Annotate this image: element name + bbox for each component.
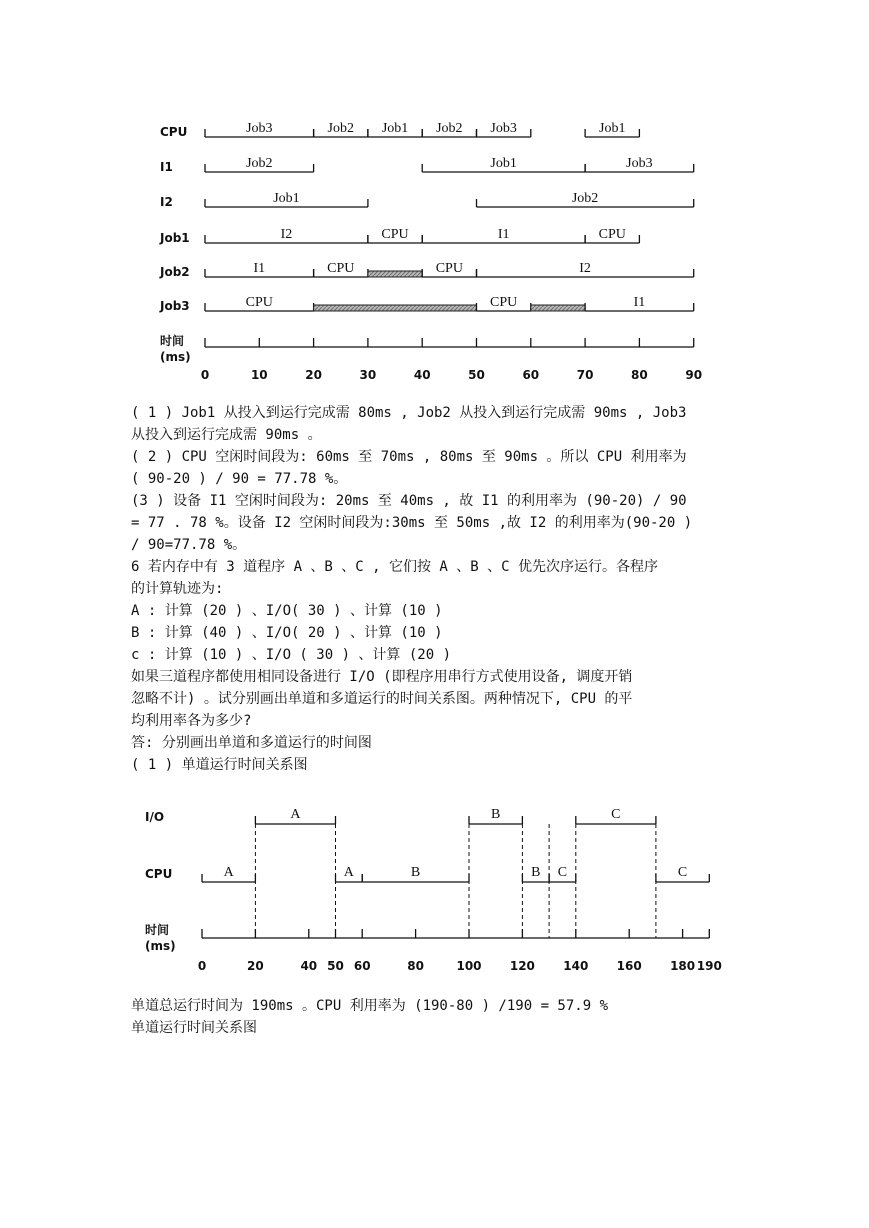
- row-label: CPU: [160, 125, 188, 139]
- row-label-cpu: CPU: [145, 867, 173, 881]
- time-tick-label: 60: [522, 368, 540, 382]
- waiting-bar: [314, 305, 477, 311]
- time-tick-label: 30: [359, 368, 377, 382]
- time-axis-label: 时间: [160, 334, 185, 348]
- figure-2-svg: [140, 798, 740, 983]
- segment-label: B: [531, 865, 541, 880]
- text-line: ( 90-20 ) / 90 = 77.78 %。: [131, 471, 348, 487]
- waiting-bar: [368, 271, 422, 277]
- text-line: B : 计算 (40 ) 、I/O( 20 ) 、计算 (10 ): [131, 625, 443, 641]
- segment-label: A: [290, 807, 301, 822]
- row-label-io: I/O: [145, 810, 165, 824]
- text-line: c : 计算 (10 ) 、I/O ( 30 ) 、计算 (20 ): [131, 647, 452, 663]
- time-tick-label: 50: [327, 959, 344, 973]
- segment-label: A: [343, 865, 354, 880]
- time-tick-label: 0: [200, 368, 210, 382]
- row-label: I2: [160, 195, 173, 209]
- text-line: 6 若内存中有 3 道程序 A 、B 、C , 它们按 A 、B 、C 优先次序运行。各程序: [131, 559, 659, 575]
- segment-label: Job2: [571, 191, 599, 206]
- answer-text-block-1: [131, 402, 741, 776]
- segment-label: CPU: [245, 295, 273, 310]
- segment-label: B: [410, 865, 421, 880]
- segment-label: I2: [280, 227, 293, 242]
- segment-label: C: [677, 865, 688, 880]
- segment-label: Job3: [626, 156, 653, 171]
- time-tick-label: 20: [247, 959, 264, 973]
- segment-label: Job3: [490, 121, 517, 136]
- time-tick-label: 100: [456, 959, 482, 973]
- text-line: (3 ) 设备 I1 空闲时间段为: 20ms 至 40ms , 故 I1 的利用率为 (90-20) / 90: [131, 493, 687, 509]
- segment-label: I1: [253, 261, 266, 276]
- text-line: 如果三道程序都使用相同设备进行 I/O (即程序用串行方式使用设备, 调度开销: [131, 669, 633, 685]
- segment-label: CPU: [435, 261, 463, 276]
- row-label: Job2: [160, 265, 190, 279]
- segment-label: Job2: [327, 121, 354, 136]
- segment-label: Job2: [246, 156, 273, 171]
- segment-label: CPU: [327, 261, 355, 276]
- segment-label: Job1: [599, 121, 626, 136]
- segment-label: I2: [579, 261, 591, 276]
- time-tick-label: 20: [305, 368, 322, 382]
- time-tick-label: 40: [413, 368, 431, 382]
- figure-1-svg: [150, 115, 720, 390]
- segment-label: CPU: [381, 227, 409, 242]
- time-tick-label: 120: [509, 959, 535, 973]
- time-tick-label: 140: [563, 959, 589, 973]
- time-axis-label: 时间: [145, 923, 170, 937]
- time-axis-unit: (ms): [160, 350, 191, 364]
- text-line: 单道总运行时间为 190ms 。CPU 利用率为 (190-80 ) /190 = 57.9 %: [131, 998, 609, 1014]
- text-line: A : 计算 (20 ) 、I/O( 30 ) 、计算 (10 ): [131, 603, 443, 619]
- row-label: I1: [160, 160, 173, 174]
- segment-label: Job1: [490, 156, 517, 171]
- segment-label: A: [223, 865, 234, 880]
- time-tick-label: 160: [616, 959, 642, 973]
- text-line: 均利用率各为多少?: [131, 713, 252, 729]
- text-line: 忽略不计) 。试分别画出单道和多道运行的时间关系图。两种情况下, CPU 的平: [131, 691, 633, 707]
- time-tick-label: 90: [685, 368, 703, 382]
- time-tick-label: 60: [353, 959, 371, 973]
- segment-label: Job2: [436, 121, 463, 136]
- segment-label: C: [611, 807, 621, 822]
- time-axis-unit: (ms): [145, 939, 176, 953]
- segment-label: I1: [497, 227, 510, 242]
- segment-label: Job3: [246, 121, 273, 136]
- text-line: ( 1 ) 单道运行时间关系图: [131, 757, 308, 773]
- time-tick-label: 10: [250, 368, 268, 382]
- text-line: = 77 . 78 %。设备 I2 空闲时间段为:30ms 至 50ms ,故 I2 的利用率为(90-20 ): [131, 515, 693, 531]
- segment-label: B: [491, 807, 501, 822]
- text-line: 的计算轨迹为:: [131, 581, 224, 597]
- answer-text-block-2: [131, 995, 741, 1039]
- time-tick-label: 190: [696, 959, 722, 973]
- text-line: ( 2 ) CPU 空闲时间段为: 60ms 至 70ms , 80ms 至 90ms 。所以 CPU 利用率为: [131, 449, 687, 465]
- segment-label: CPU: [598, 227, 626, 242]
- text-line: 单道运行时间关系图: [131, 1020, 257, 1036]
- row-label: Job3: [160, 299, 190, 313]
- time-tick-label: 70: [576, 368, 594, 382]
- text-line: / 90=77.78 %。: [131, 537, 247, 553]
- time-tick-label: 0: [197, 959, 207, 973]
- segment-label: I1: [633, 295, 646, 310]
- segment-label: Job1: [273, 191, 300, 206]
- waiting-bar: [531, 305, 585, 311]
- segment-label: C: [557, 865, 568, 880]
- time-tick-label: 80: [631, 368, 648, 382]
- segment-label: Job1: [381, 121, 409, 136]
- time-tick-label: 80: [407, 959, 424, 973]
- text-line: ( 1 ) Job1 从投入到运行完成需 80ms , Job2 从投入到运行完成需 90ms , Job3: [131, 405, 687, 421]
- time-tick-label: 40: [300, 959, 318, 973]
- text-line: 从投入到运行完成需 90ms 。: [131, 427, 322, 443]
- segment-label: CPU: [490, 295, 518, 310]
- figure-single-program-timeline: [140, 798, 740, 983]
- figure-multiprogram-timeline: [150, 115, 720, 390]
- time-tick-label: 50: [468, 368, 485, 382]
- time-tick-label: 180: [670, 959, 696, 973]
- text-line: 答: 分别画出单道和多道运行的时间图: [131, 735, 372, 751]
- row-label: Job1: [160, 231, 190, 245]
